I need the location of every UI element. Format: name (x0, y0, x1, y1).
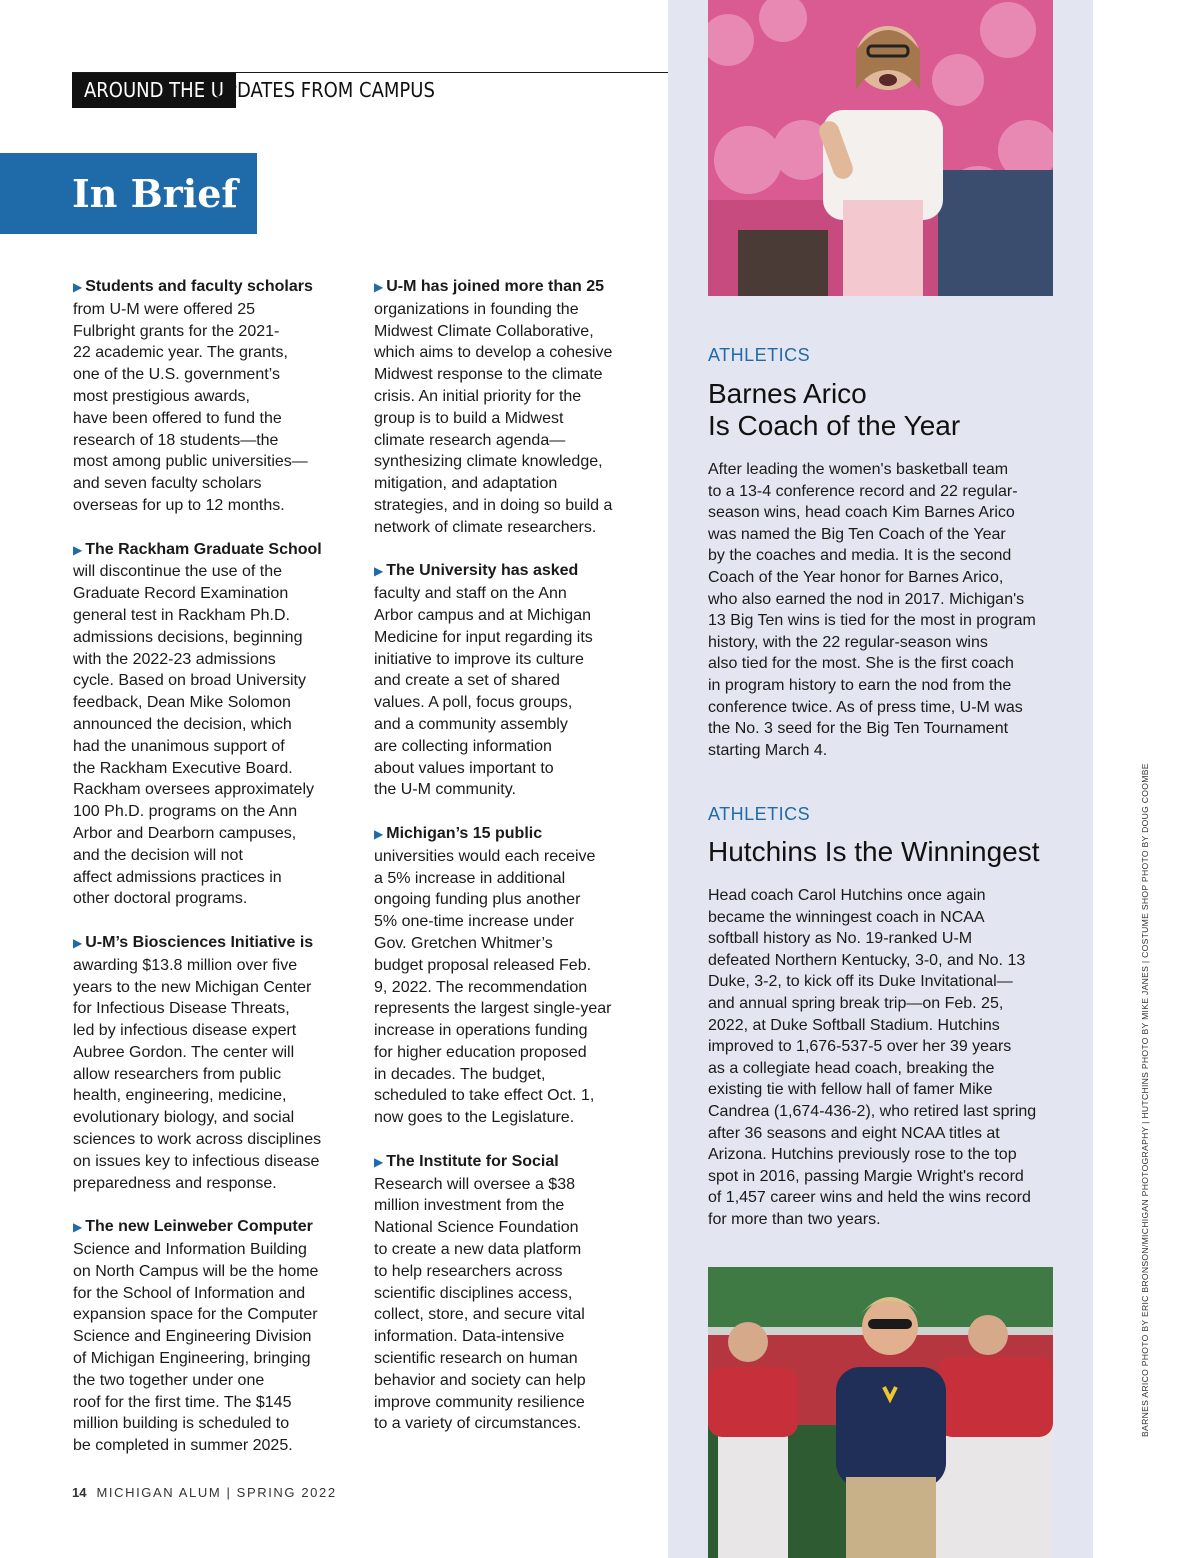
story1-kicker: ATHLETICS (708, 345, 811, 365)
brief-lead: The University has asked (386, 562, 579, 580)
basketball-photo-illustration (708, 0, 1053, 296)
triangle-bullet-icon: ▶ (73, 935, 83, 950)
triangle-bullet-icon: ▶ (374, 564, 384, 579)
brief-body: from U-M were offered 25 Fulbright grants for the 2021- 22 academic year. The grants, one of the U.S. government’s most prestigious awards, have been offered to fund the research of 18 students—the most among public universities— and seven faculty scholars overseas for up to 12 months. (73, 300, 308, 514)
story2-body: Head coach Carol Hutchins once again became the winningest coach in NCAA softball history as No. 19-ranked U-M defeated Northern Kentucky, 3-0, and No. 13 Duke, 3-2, to kick off its Duke Invitational— and annual spring break trip—on Feb. 25, 2022, at Duke Softball Stadium. Hutchins improved to 1,676-537-5 over her 39 years as a collegiate head coach, breaking the existing tie with fellow hall of famer Mike Candrea (1,674-436-2), who retired last spring after 36 seasons and eight NCAA titles at Arizona. Hutchins previously rose to the top spot in 2016, passing Margie Wright's record of 1,457 career wins and held the wins record for more than two years. (708, 887, 1037, 1228)
story1-body: After leading the women's basketball team to a 13-4 conference record and 22 regular- season wins, head coach Kim Barnes Arico was named the Big Ten Coach of the Year by the coaches and media. It is the second Coach of the Year honor for Barnes Arico, who also earned the nod in 2017. Michigan's 13 Big Ten wins is tied for the most in program history, with the 22 regular-season wins also tied for the most. She is the first coach in program history to earn the nod from the conference twice. As of press time, U-M was the No. 3 seed for the Big Ten Tournament starting March 4. (708, 461, 1036, 759)
brief-item (73, 1216, 348, 1457)
basketball-coach-photo (708, 0, 1053, 296)
brief-item (73, 276, 348, 517)
page-footer (72, 1485, 337, 1500)
brief-item (73, 932, 348, 1195)
section-tag: AROUND THE U (72, 73, 236, 108)
softball-coach-photo (708, 1267, 1053, 1558)
brief-lead: U-M’s Biosciences Initiative is (85, 933, 314, 951)
story2-kicker: ATHLETICS (708, 804, 811, 824)
brief-lead: Michigan’s 15 public (386, 824, 543, 842)
brief-column-2 (374, 276, 642, 1457)
brief-body: will discontinue the use of the Graduate Record Examination general test in Rackham Ph.D. admissions decisions, beginning with the 2022-23 admissions cycle. Based on broad University feedback, Dean Mike Solomon announced the decision, which had the unanimous support of the Rackham Executive Board. Rackham oversees approximately 100 Ph.D. programs on the Ann Arbor and Dearborn campuses, and the decision will not affect admissions practices in other doctoral programs. (73, 563, 314, 908)
triangle-bullet-icon: ▶ (374, 280, 384, 294)
brief-body: faculty and staff on the Ann Arbor campus and at Michigan Medicine for input regarding its initiative to improve its culture and create a set of shared values. A poll, focus groups, and a community assembly are collecting information about values important to the U-M community. (374, 585, 593, 799)
brief-lead: The new Leinweber Computer (85, 1218, 313, 1236)
brief-item (374, 1151, 642, 1435)
brief-body: organizations in founding the Midwest Climate Collaborative, which aims to develop a cohesive Midwest response to the climate crisis. An initial priority for the group is to build a Midwest climate research agenda— synthesizing climate knowledge, mitigation, and adaptation strategies, and in doing so build a network of climate researchers. (374, 300, 613, 536)
brief-body: Research will oversee a $38 million investment from the National Science Foundation to create a new data platform to help researchers across scientific disciplines access, collect, store, and secure vital information. Data-intensive scientific research on human behavior and society can help improve community resilience to a variety of circumstances. (374, 1175, 586, 1433)
publication-name: MICHIGAN ALUM | SPRING 2022 (96, 1485, 337, 1500)
brief-column-1 (73, 276, 348, 1479)
brief-lead: The Institute for Social (386, 1152, 559, 1170)
brief-body: awarding $13.8 million over five years to the new Michigan Center for Infectious Disease Threats, led by infectious disease expert Aubree Gordon. The center will allow researchers from public health, engineering, medicine, evolutionary biology, and social sciences to work across disciplines on issues key to infectious disease preparedness and response. (73, 956, 322, 1192)
brief-item (73, 539, 348, 911)
brief-body: Science and Information Building on North Campus will be the home for the School of Information and expansion space for the Computer Science and Engineering Division of Michigan Engineering, bringing the two together under one roof for the first time. The $145 million building is scheduled to be completed in summer 2025. (73, 1241, 319, 1455)
triangle-bullet-icon: ▶ (374, 1154, 384, 1169)
section-subtitle: UPDATES FROM CAMPUS (213, 78, 435, 102)
brief-lead: The Rackham Graduate School (85, 540, 322, 558)
in-brief-banner: In Brief (0, 153, 257, 234)
photo-credit: BARNES ARICO PHOTO BY ERIC BRONSON/MICHIGAN PHOTOGRAPHY | HUTCHINS PHOTO BY MIKE JANES | COSTUME SHOP PHOTO BY DOUG COOMBE (1140, 763, 1150, 1437)
brief-lead: Students and faculty scholars (85, 278, 313, 295)
triangle-bullet-icon: ▶ (374, 826, 384, 841)
story1-headline: Barnes Arico Is Coach of the Year (708, 378, 961, 441)
brief-lead: U-M has joined more than 25 (386, 278, 605, 295)
brief-item (374, 276, 642, 539)
story2-headline: Hutchins Is the Winningest (708, 836, 1040, 867)
brief-item (374, 823, 642, 1129)
page-number: 14 (72, 1485, 87, 1500)
triangle-bullet-icon: ▶ (73, 280, 83, 294)
triangle-bullet-icon: ▶ (73, 1220, 83, 1235)
triangle-bullet-icon: ▶ (73, 542, 83, 557)
softball-photo-illustration (708, 1267, 1053, 1558)
brief-item (374, 560, 642, 801)
brief-body: universities would each receive a 5% increase in additional ongoing funding plus another 5% one-time increase under Gov. Gretchen Whitmer’s budget proposal released Feb. 9, 2022. The recommendation represents the largest single-year increase in operations funding for higher education proposed in decades. The budget, scheduled to take effect Oct. 1, now goes to the Legislature. (374, 847, 612, 1127)
